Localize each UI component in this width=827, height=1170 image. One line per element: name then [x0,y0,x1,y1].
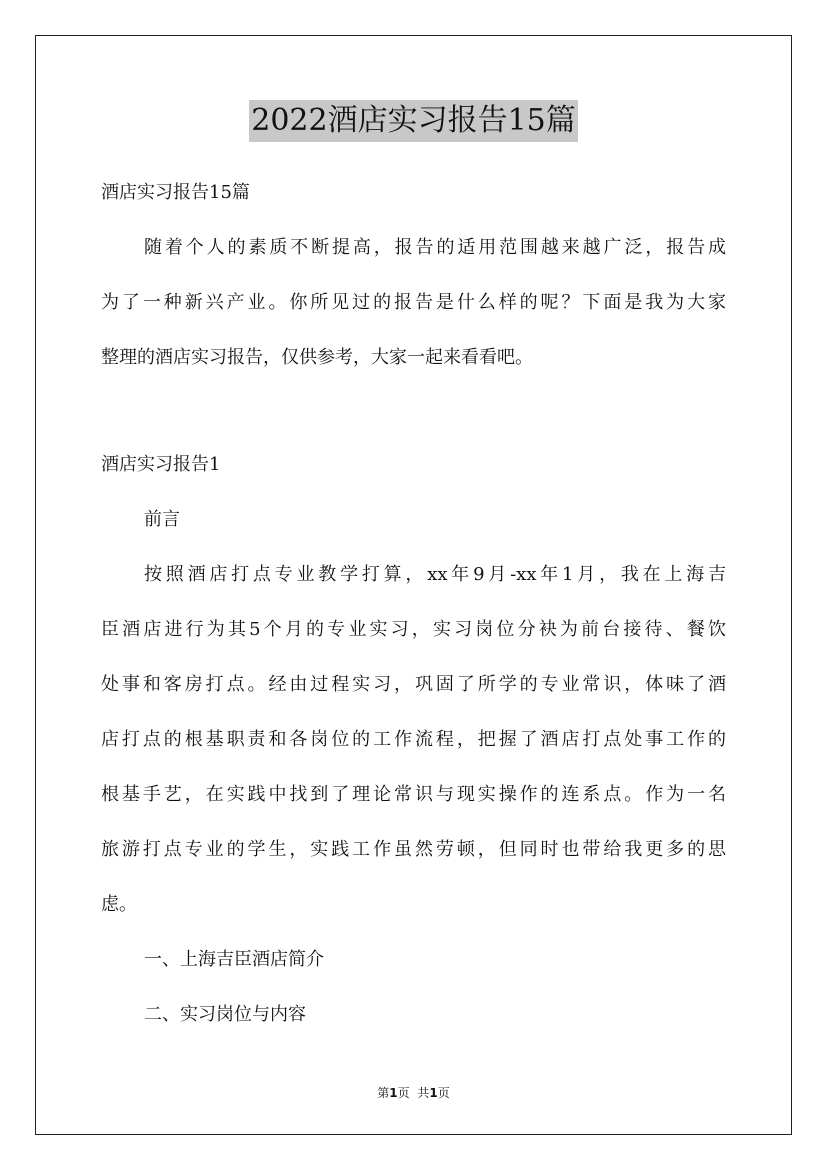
preface-line: 臣酒店进行为其5个月的专业实习，实习岗位分袂为前台接待、餐饮 [101,619,726,640]
outline-item: 二、实习岗位与内容 [144,1004,306,1025]
footer-page-number: 1 [389,1086,398,1100]
footer-total-number: 1 [429,1086,438,1100]
footer-total-prefix: 共 [417,1086,430,1100]
footer-prefix: 第 [377,1086,390,1100]
footer-total-suffix: 页 [437,1086,450,1100]
preface-line: 处事和客房打点。经由过程实习，巩固了所学的专业常识，体味了酒 [101,674,726,695]
outline-item: 一、上海吉臣酒店简介 [144,949,324,970]
intro-line: 为了一种新兴产业。你所见过的报告是什么样的呢？下面是我为大家 [101,292,726,313]
document-subtitle: 酒店实习报告15篇 [101,182,250,203]
title-container [0,100,827,142]
preface-line: 根基手艺，在实践中找到了理论常识与现实操作的连系点。作为一名 [101,784,726,805]
preface-line: 旅游打点专业的学生，实践工作虽然劳顿，但同时也带给我更多的思 [101,839,726,860]
intro-line: 随着个人的素质不断提高，报告的适用范围越来越广泛，报告成 [144,237,726,258]
intro-line: 整理的酒店实习报告，仅供参考，大家一起来看看吧。 [101,347,533,368]
preface-line: 店打点的根基职责和各岗位的工作流程，把握了酒店打点处事工作的 [101,729,726,750]
section-heading: 酒店实习报告1 [101,454,221,475]
preface-line: 按照酒店打点专业教学打算，xx年9月-xx年1月，我在上海吉 [144,564,726,585]
document-title: 2022酒店实习报告15篇 [249,100,578,142]
page-footer [0,1084,827,1102]
preface-label: 前言 [144,509,180,530]
preface-line: 虑。 [101,894,137,915]
footer-page-suffix: 页 [397,1086,410,1100]
